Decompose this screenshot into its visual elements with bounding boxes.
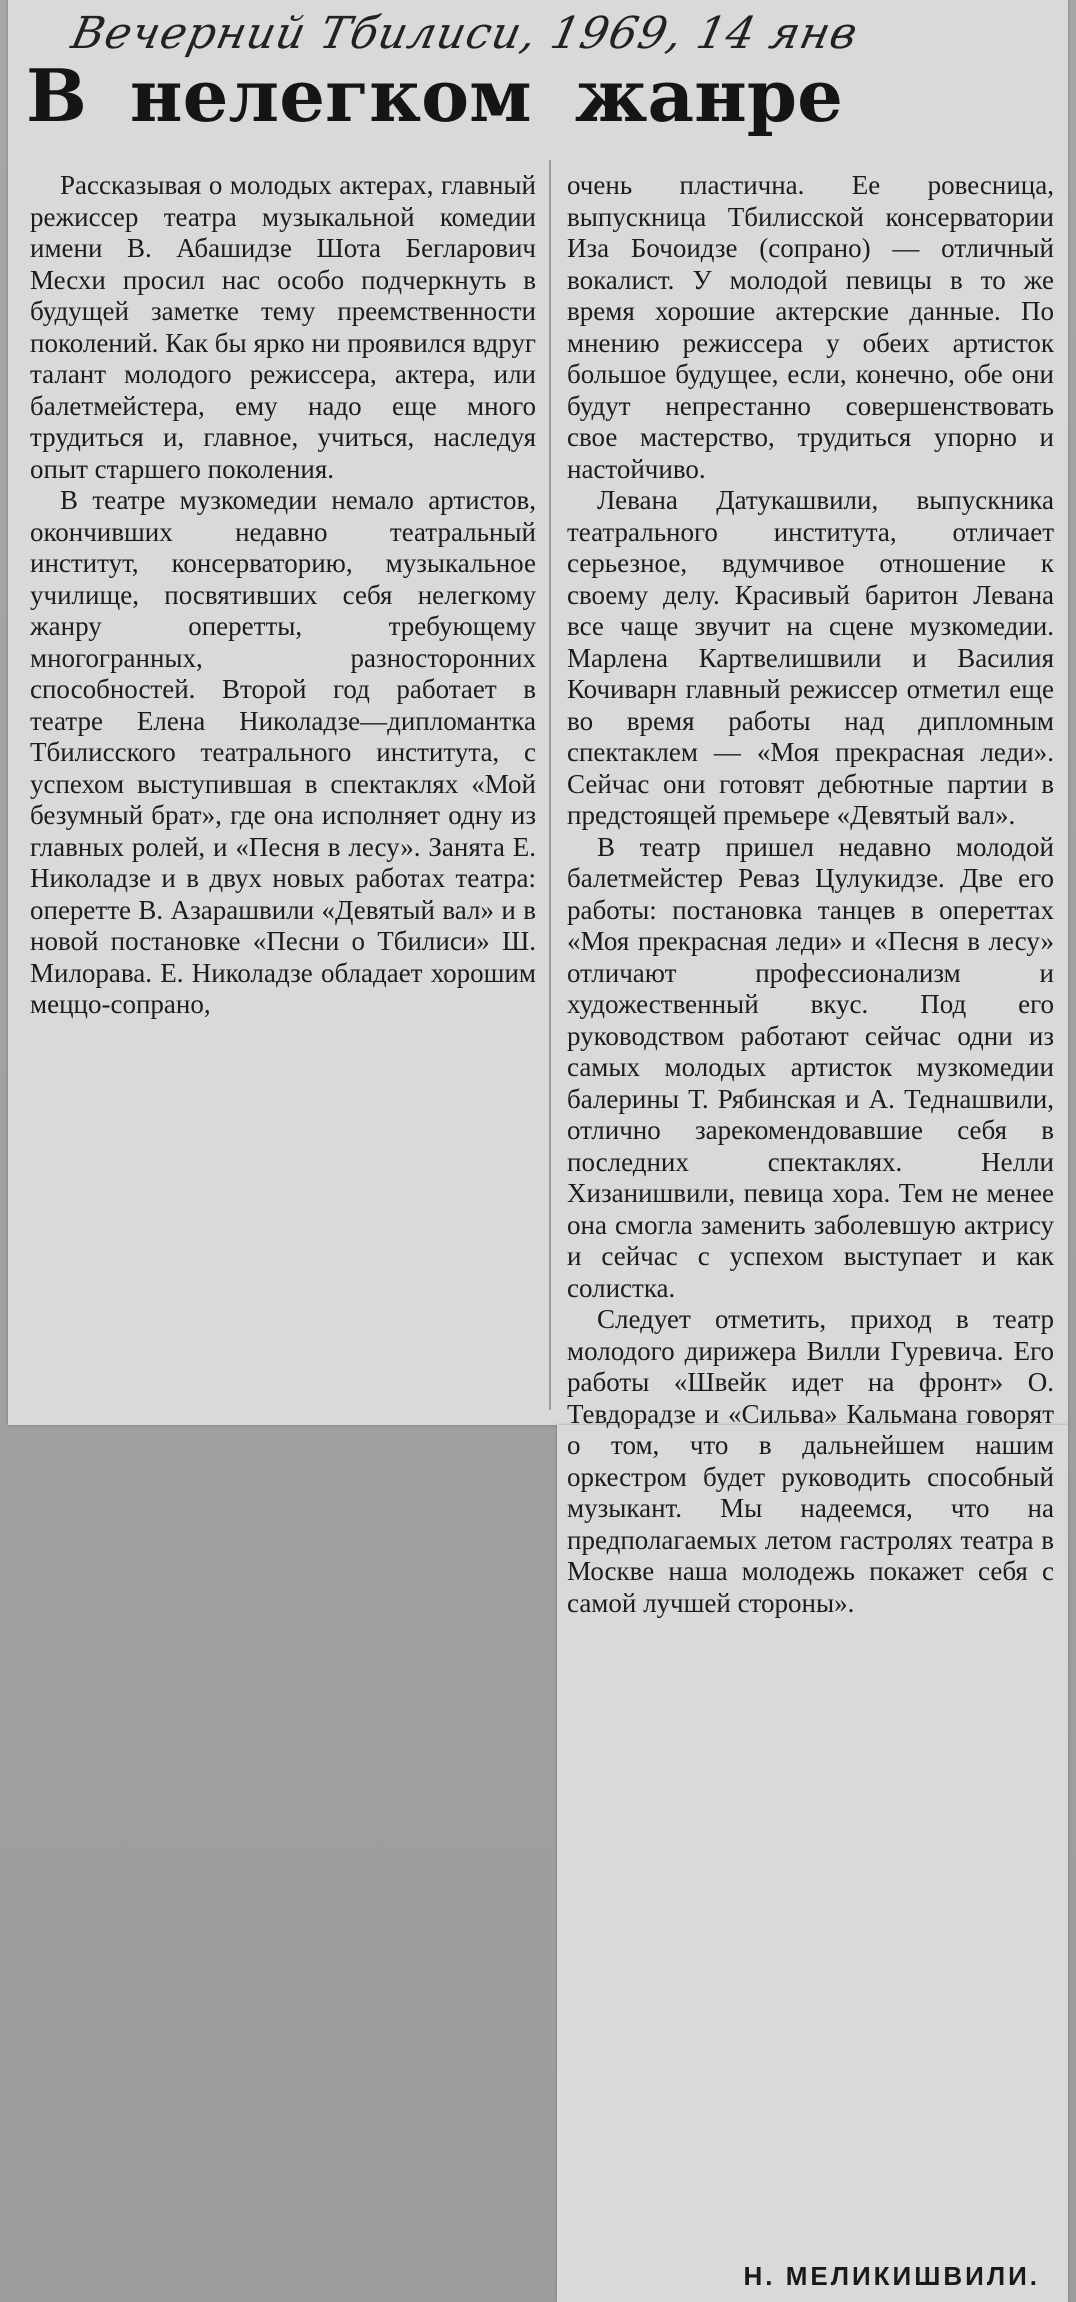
paragraph: Левана Датукашвили, выпускника театрального института, отличает серьезное, вдумчивое отношение к своему делу. Красивый баритон Левана все чаще звучит на сцене музкомедии. Марлена Картвелишвили и Василия Кочиварн главный режиссер отметил еще во время работы над дипломным спектаклем — «Моя прекрасная леди». Сейчас они готовят дебютные партии в предстоящей премьере «Девятый вал».	[567, 485, 1054, 830]
paragraph: очень пластична. Ее ровесница, выпускница Тбилисской консерватории Иза Бочоидзе (сопрано) — отличный вокалист. У молодой певицы в то же время хорошие актерские данные. По мнению режиссера у обеих артисток большое будущее, если, конечно, обе они будут непрестанно совершенствовать свое мастерство, трудиться упорно и настойчиво.	[567, 170, 1054, 484]
paragraph: Следует отметить, приход в театр молодого дирижера Вилли Гуревича. Его работы «Швейк идет на фронт» О. Тевдорадзе и «Сильва» Кальмана говорят о том, что в дальнейшем нашим оркестром будет руководить способный музыкант. Мы надеемся, что на предполагаемых летом гастролях театра в Москве наша молодежь покажет себя с самой лучшей стороны».	[567, 1304, 1054, 1618]
author-signature: Н. МЕЛИКИШВИЛИ.	[743, 2261, 1040, 2291]
article-column-right	[567, 170, 1054, 2200]
paragraph: В театре музкомедии немало артистов, окончивших недавно театральный институт, консерваторию, музыкальное училище, посвятивших себя нелегкому жанру оперетты, требующему многогранных, разносторонних способностей. Второй год работает в театре Елена Николадзе—дипломантка Тбилисского театрального института, с успехом выступившая в спектаклях «Мой безумный брат», где она исполняет одну из главных ролей, и «Песня в лесу». Занята Е. Николадзе и в двух новых работах театра: оперетте В. Азарашвили «Девятый вал» и в новой постановке «Песни о Тбилиси» Ш. Милорава. Е. Николадзе обладает хорошим меццо-сопрано,	[30, 485, 536, 1019]
article-headline: В нелегком жанре	[26, 53, 843, 138]
handwritten-source-note: Вечерний Тбилиси, 1969, 14 янв	[66, 8, 863, 59]
paragraph: Рассказывая о молодых актерах, главный режиссер театра музыкальной комедии имени В. Абашидзе Шота Бегларович Месхи просил нас особо подчеркнуть в будущей заметке тему преемственности поколений. Как бы ярко ни проявился вдруг талант молодого режиссера, актера, или балетмейстера, ему надо еще много трудиться и, главное, учиться, наследуя опыт старшего поколения.	[30, 170, 536, 484]
paragraph: В театр пришел недавно молодой балетмейстер Реваз Цулукидзе. Две его работы: постановка танцев в опереттах «Моя прекрасная леди» и «Песня в лесу» отличают профессионализм и художественный вкус. Под его руководством работают сейчас одни из самых молодых артисток музкомедии балерины Т. Рябинская и А. Теднашвили, отлично зарекомендовавшие себя в последних спектаклях. Нелли Хизанишвили, певица хора. Тем не менее она смогла заменить заболевшую актрису и сейчас с успехом выступает и как солистка.	[567, 831, 1054, 1303]
article-column-left	[30, 170, 536, 1425]
column-divider	[549, 160, 551, 1410]
